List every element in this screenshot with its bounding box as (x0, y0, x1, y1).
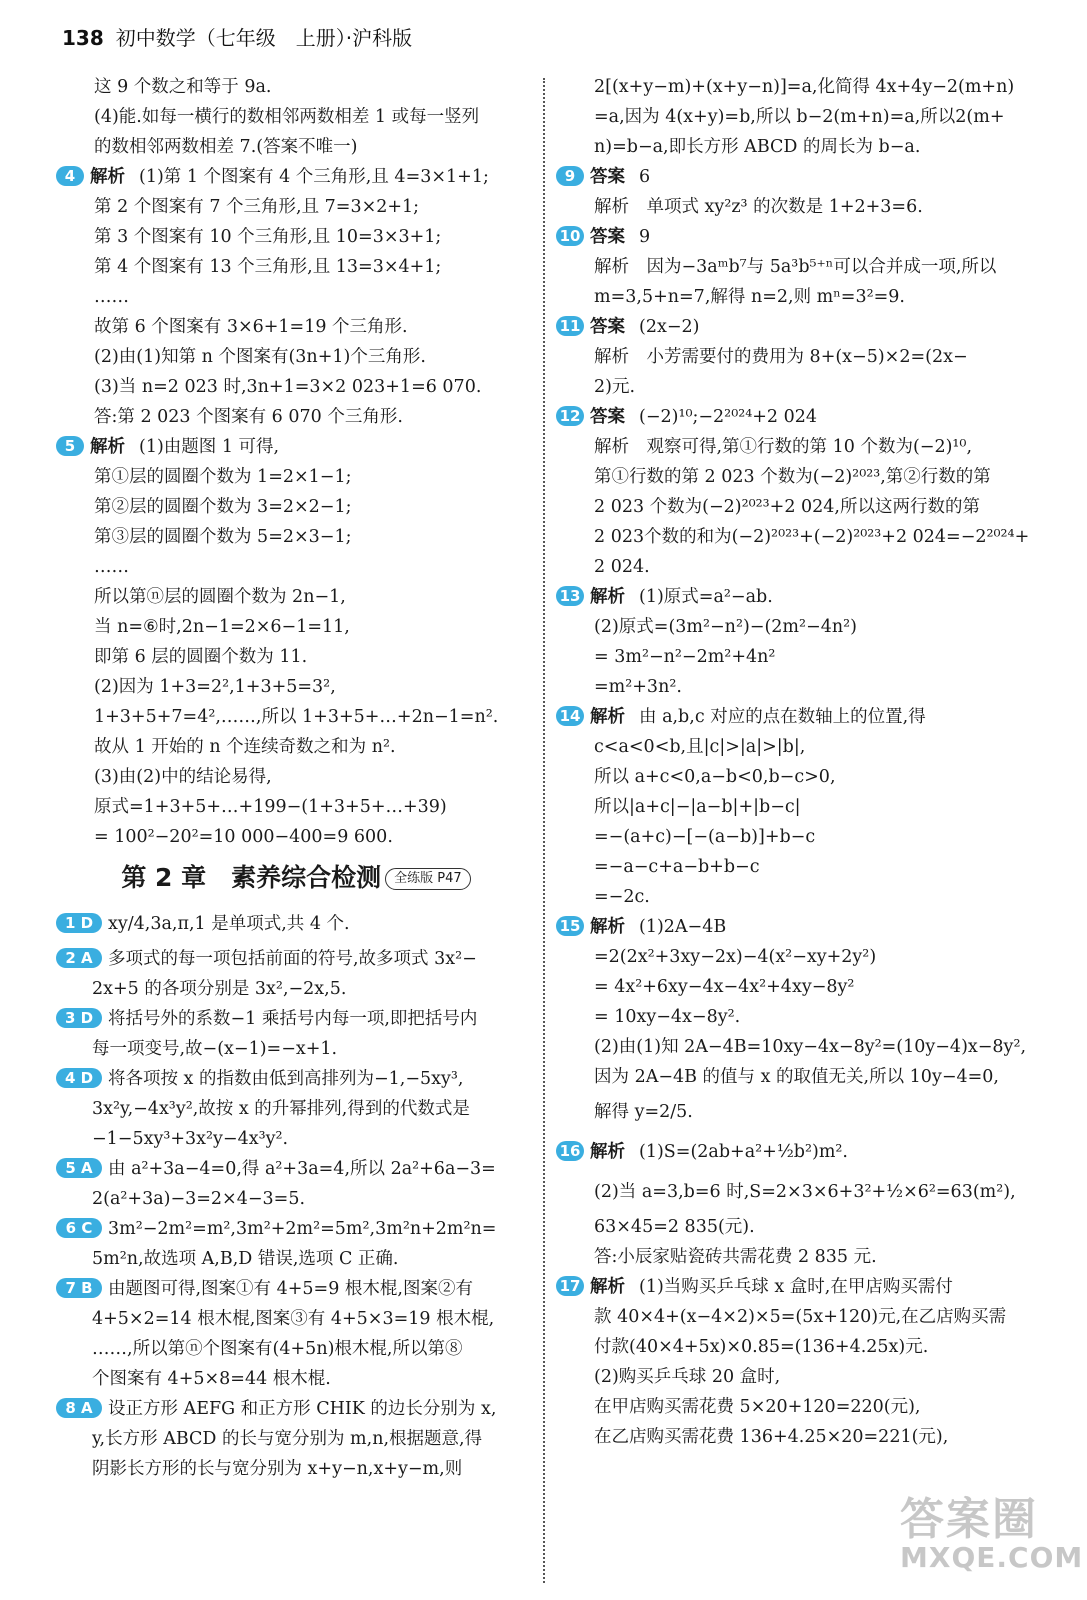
text-line (556, 1032, 1046, 1062)
column-divider (543, 78, 545, 1583)
text-line (56, 612, 536, 642)
line-text: 将括号外的系数−1 乘括号内每一项,即把括号内 (108, 1009, 478, 1029)
line-text: 答:小辰家贴瓷砖共需花费 2 835 元. (594, 1247, 877, 1267)
text-line (56, 974, 536, 1004)
line-text: 即第 6 层的圆圈个数为 11. (94, 647, 308, 667)
line-text: = 3m²−n²−2m²+4n² (594, 647, 776, 667)
line-text: 第 4 个图案有 13 个三角形,且 13=3×4+1; (94, 257, 442, 277)
text-line (56, 582, 536, 612)
text-line (56, 702, 536, 732)
text-line (56, 222, 536, 252)
text-line (556, 912, 1046, 942)
line-text: 解析 小芳需要付的费用为 8+(x−5)×2=(2x− (594, 347, 968, 367)
line-text: (3)由(2)中的结论易得, (94, 767, 272, 787)
text-line (56, 342, 536, 372)
text-line (556, 222, 1046, 252)
text-line (556, 732, 1046, 762)
text-line (556, 462, 1046, 492)
text-line (56, 1064, 536, 1094)
text-line (56, 1334, 536, 1364)
line-text: (2)由(1)知 2A−4B=10xy−4x−8y²=(10y−4)x−8y², (594, 1037, 1027, 1057)
text-line (56, 792, 536, 822)
line-text: =a,因为 4(x+y)=b,所以 b−2(m+n)=a,所以2(m+ (594, 107, 1005, 127)
text-line (56, 904, 536, 944)
line-text: 所以|a+c|−|a−b|+|b−c| (594, 797, 801, 817)
line-text: 6 (639, 167, 651, 187)
line-text: = 4x²+6xy−4x−4x²+4xy−8y² (594, 977, 855, 997)
text-line (556, 1422, 1046, 1452)
question-number-badge: 13 (556, 586, 584, 606)
line-text: (2)原式=(3m²−n²)−(2m²−4n²) (594, 617, 857, 637)
question-number-badge: 7 B (56, 1278, 102, 1298)
text-line (56, 1214, 536, 1244)
line-text: (1)由题图 1 可得, (139, 437, 280, 457)
text-line (56, 282, 536, 312)
text-line (556, 492, 1046, 522)
right-column (556, 72, 1046, 1582)
line-text: ……,所以第ⓝ个图案有(4+5n)根木棍,所以第⑧ (92, 1339, 463, 1359)
text-line (556, 192, 1046, 222)
page-number: 138 (62, 26, 104, 50)
question-number-badge: 2 A (56, 948, 102, 968)
text-line (56, 1034, 536, 1064)
line-text: 解析 观察可得,第①行数的第 10 个数为(−2)¹⁰, (594, 437, 973, 457)
line-text: 3m²−2m²=m²,3m²+2m²=5m²,3m²n+2m²n= (108, 1219, 497, 1239)
line-text: 答:第 2 023 个图案有 6 070 个三角形. (94, 407, 403, 427)
line-text: 将各项按 x 的指数由低到高排列为−1,−5xy³, (108, 1069, 464, 1089)
line-text: 5m²n,故选项 A,B,D 错误,选项 C 正确. (92, 1249, 399, 1269)
question-number-badge: 17 (556, 1276, 584, 1296)
line-text: =−2c. (594, 887, 650, 907)
line-text: n)=b−a,即长方形 ABCD 的周长为 b−a. (594, 137, 921, 157)
text-line (56, 72, 536, 102)
text-line (556, 1302, 1046, 1332)
watermark-logo: 答案圈 (900, 1494, 1038, 1545)
text-line (556, 432, 1046, 462)
line-text: 解得 y=2/5. (594, 1102, 693, 1122)
question-number-badge: 9 (556, 166, 584, 186)
text-line (56, 492, 536, 522)
line-text: (2x−2) (639, 317, 700, 337)
page-reference-badge: 全练版 P47 (385, 868, 471, 890)
text-line (556, 1392, 1046, 1422)
answer-label: 解析 (590, 707, 625, 727)
text-line (56, 1184, 536, 1214)
line-text: 款 40×4+(x−4×2)×5=(5x+120)元,在乙店购买需 (594, 1307, 1007, 1327)
text-line (56, 672, 536, 702)
line-text: (1)当购买乒乓球 x 盒时,在甲店购买需付 (639, 1277, 953, 1297)
text-line (556, 1212, 1046, 1242)
text-line (56, 102, 536, 132)
text-line (556, 1132, 1046, 1172)
text-line (556, 402, 1046, 432)
text-line (556, 1172, 1046, 1212)
text-line (56, 402, 536, 432)
section-title: 第 2 章 素养综合检测 (121, 863, 382, 892)
text-line (556, 672, 1046, 702)
text-line (56, 732, 536, 762)
answer-label: 答案 (590, 317, 625, 337)
text-line (556, 372, 1046, 402)
line-text: (1)原式=a²−ab. (639, 587, 773, 607)
line-text: xy/4,3a,π,1 是单项式,共 4 个. (108, 914, 350, 934)
text-line (56, 1304, 536, 1334)
text-line (556, 1332, 1046, 1362)
line-text: …… (94, 287, 129, 307)
line-text: 由题图可得,图案①有 4+5=9 根木棍,图案②有 (108, 1279, 473, 1299)
question-number-badge: 12 (556, 406, 584, 426)
line-text: 2x+5 的各项分别是 3x²,−2x,5. (92, 979, 347, 999)
question-number-badge: 14 (556, 706, 584, 726)
text-line (556, 132, 1046, 162)
line-text: (2)由(1)知第 n 个图案有(3n+1)个三角形. (94, 347, 426, 367)
line-text: 第 2 个图案有 7 个三角形,且 7=3×2+1; (94, 197, 420, 217)
line-text: 3x²y,−4x³y²,故按 x 的升幂排列,得到的代数式是 (92, 1099, 470, 1119)
line-text: 因为 2A−4B 的值与 x 的取值无关,所以 10y−4=0, (594, 1067, 999, 1087)
answer-label: 解析 (590, 1142, 625, 1162)
text-line (56, 432, 536, 462)
text-line (56, 642, 536, 672)
answer-label: 答案 (590, 167, 625, 187)
text-line (556, 972, 1046, 1002)
line-text: y,长方形 ABCD 的长与宽分别为 m,n,根据题意,得 (92, 1429, 483, 1449)
line-text: =−a−c+a−b+b−c (594, 857, 760, 877)
text-line (556, 1362, 1046, 1392)
text-line (56, 1274, 536, 1304)
line-text: 这 9 个数之和等于 9a. (94, 77, 272, 97)
text-line (56, 762, 536, 792)
text-line (56, 1124, 536, 1154)
text-line (556, 762, 1046, 792)
text-line (556, 582, 1046, 612)
text-line (56, 822, 536, 852)
line-text: = 10xy−4x−8y². (594, 1007, 741, 1027)
line-text: (2)当 a=3,b=6 时,S=2×3×6+3²+½×6²=63(m²), (594, 1182, 1016, 1202)
line-text: 2(a²+3a)−3=2×4−3=5. (92, 1189, 306, 1209)
section-heading (56, 852, 536, 904)
question-number-badge: 16 (556, 1141, 584, 1161)
question-number-badge: 11 (556, 316, 584, 336)
answer-label: 解析 (90, 167, 125, 187)
answer-label: 解析 (590, 1277, 625, 1297)
text-line (556, 342, 1046, 372)
line-text: (4)能.如每一横行的数相邻两数相差 1 或每一竖列 (94, 107, 480, 127)
line-text: = 100²−20²=10 000−400=9 600. (94, 827, 393, 847)
text-line (556, 72, 1046, 102)
line-text: (2)购买乒乓球 20 盒时, (594, 1367, 781, 1387)
book-title: 初中数学（七年级 上册）·沪科版 (115, 26, 413, 50)
question-number-badge: 5 (56, 436, 84, 456)
text-line (556, 942, 1046, 972)
watermark-url: MXQE.COM (900, 1541, 1084, 1574)
text-line (56, 1004, 536, 1034)
page-header (62, 20, 412, 56)
text-line (56, 1424, 536, 1454)
text-line (556, 1062, 1046, 1092)
line-text: 第①层的圆圈个数为 1=2×1−1; (94, 467, 352, 487)
text-line (56, 522, 536, 552)
line-text: 故从 1 开始的 n 个连续奇数之和为 n². (94, 737, 396, 757)
question-number-badge: 5 A (56, 1158, 102, 1178)
line-text: 2 024. (594, 557, 650, 577)
line-text: (1)S=(2ab+a²+½b²)m². (639, 1142, 848, 1162)
text-line (556, 162, 1046, 192)
text-line (56, 944, 536, 974)
line-text: 2 023 个数为(−2)²⁰²³+2 024,所以这两行数的第 (594, 497, 980, 517)
text-line (56, 1454, 536, 1484)
text-line (556, 612, 1046, 642)
text-line (56, 132, 536, 162)
answer-label: 解析 (90, 437, 125, 457)
text-line (556, 852, 1046, 882)
line-text: 由 a,b,c 对应的点在数轴上的位置,得 (639, 707, 926, 727)
answer-label: 答案 (590, 407, 625, 427)
line-text: 4+5×2=14 根木棍,图案③有 4+5×3=19 根木棍, (92, 1309, 495, 1329)
line-text: 在甲店购买需花费 5×20+120=220(元), (594, 1397, 921, 1417)
line-text: 所以第ⓝ层的圆圈个数为 2n−1, (94, 587, 346, 607)
text-line (556, 312, 1046, 342)
line-text: 解析 单项式 xy²z³ 的次数是 1+2+3=6. (594, 197, 923, 217)
line-text: m=3,5+n=7,解得 n=2,则 mⁿ=3²=9. (594, 287, 905, 307)
line-text: 第②层的圆圈个数为 3=2×2−1; (94, 497, 352, 517)
line-text: 阴影长方形的长与宽分别为 x+y−n,x+y−m,则 (92, 1459, 463, 1479)
text-line (56, 1394, 536, 1424)
line-text: 原式=1+3+5+…+199−(1+3+5+…+39) (94, 797, 447, 817)
text-line (556, 642, 1046, 672)
line-text: c<a<0<b,且|c|>|a|>|b|, (594, 737, 806, 757)
text-line (556, 1242, 1046, 1272)
line-text: …… (94, 557, 129, 577)
line-text: (3)当 n=2 023 时,3n+1=3×2 023+1=6 070. (94, 377, 482, 397)
question-number-badge: 10 (556, 226, 584, 246)
line-text: 2)元. (594, 377, 636, 397)
text-line (556, 792, 1046, 822)
text-line (556, 822, 1046, 852)
text-line (56, 192, 536, 222)
line-text: =m²+3n². (594, 677, 682, 697)
line-text: 每一项变号,故−(x−1)=−x+1. (92, 1039, 338, 1059)
text-line (56, 372, 536, 402)
text-line (556, 1002, 1046, 1032)
question-number-badge: 8 A (56, 1398, 102, 1418)
line-text: 第①行数的第 2 023 个数为(−2)²⁰²³,第②行数的第 (594, 467, 991, 487)
line-text: 63×45=2 835(元). (594, 1217, 755, 1237)
line-text: 的数相邻两数相差 7.(答案不唯一) (94, 137, 358, 157)
text-line (56, 252, 536, 282)
line-text: 第③层的圆圈个数为 5=2×3−1; (94, 527, 352, 547)
line-text: 解析 因为−3aᵐb⁷与 5a³b⁵⁺ⁿ可以合并成一项,所以 (594, 257, 997, 277)
text-line (556, 552, 1046, 582)
line-text: 个图案有 4+5×8=44 根木棍. (92, 1369, 331, 1389)
text-line (56, 1364, 536, 1394)
text-line (56, 312, 536, 342)
line-text: 由 a²+3a−4=0,得 a²+3a=4,所以 2a²+6a−3= (108, 1159, 496, 1179)
question-number-badge: 4 (56, 166, 84, 186)
question-number-badge: 4 D (56, 1068, 102, 1088)
text-line (556, 102, 1046, 132)
question-number-badge: 3 D (56, 1008, 102, 1028)
answer-label: 解析 (590, 917, 625, 937)
line-text: 2[(x+y−m)+(x+y−n)]=a,化简得 4x+4y−2(m+n) (594, 77, 1015, 97)
line-text: =2(2x²+3xy−2x)−4(x²−xy+2y²) (594, 947, 877, 967)
line-text: 9 (639, 227, 651, 247)
line-text: 在乙店购买需花费 136+4.25×20=221(元), (594, 1427, 949, 1447)
question-number-badge: 1 D (56, 913, 102, 933)
text-line (56, 1244, 536, 1274)
line-text: =−(a+c)−[−(a−b)]+b−c (594, 827, 816, 847)
line-text: 所以 a+c<0,a−b<0,b−c>0, (594, 767, 836, 787)
text-line (556, 1092, 1046, 1132)
line-text: (2)因为 1+3=2²,1+3+5=3², (94, 677, 336, 697)
line-text: 1+3+5+7=4²,……,所以 1+3+5+…+2n−1=n². (94, 707, 499, 727)
left-column (56, 72, 536, 1582)
line-text: 2 023个数的和为(−2)²⁰²³+(−2)²⁰²³+2 024=−2²⁰²⁴+ (594, 527, 1030, 547)
text-line (556, 702, 1046, 732)
text-line (56, 552, 536, 582)
text-line (556, 252, 1046, 282)
answer-label: 解析 (590, 587, 625, 607)
answer-label: 答案 (590, 227, 625, 247)
text-line (556, 282, 1046, 312)
line-text: 第 3 个图案有 10 个三角形,且 10=3×3+1; (94, 227, 442, 247)
line-text: 故第 6 个图案有 3×6+1=19 个三角形. (94, 317, 408, 337)
line-text: −1−5xy³+3x²y−4x³y². (92, 1129, 289, 1149)
line-text: (1)第 1 个图案有 4 个三角形,且 4=3×1+1; (139, 167, 489, 187)
text-line (56, 462, 536, 492)
text-line (56, 1154, 536, 1184)
text-line (556, 1272, 1046, 1302)
question-number-badge: 15 (556, 916, 584, 936)
text-line (56, 162, 536, 192)
text-line (556, 522, 1046, 552)
line-text: 当 n=⑥时,2n−1=2×6−1=11, (94, 617, 350, 637)
line-text: (−2)¹⁰;−2²⁰²⁴+2 024 (639, 407, 817, 427)
line-text: 付款(40×4+5x)×0.85=(136+4.25x)元. (594, 1337, 929, 1357)
line-text: 多项式的每一项包括前面的符号,故多项式 3x²− (108, 949, 477, 969)
line-text: 设正方形 AEFG 和正方形 CHIK 的边长分别为 x, (108, 1399, 497, 1419)
text-line (556, 882, 1046, 912)
line-text: (1)2A−4B (639, 917, 727, 937)
question-number-badge: 6 C (56, 1218, 102, 1238)
text-line (56, 1094, 536, 1124)
